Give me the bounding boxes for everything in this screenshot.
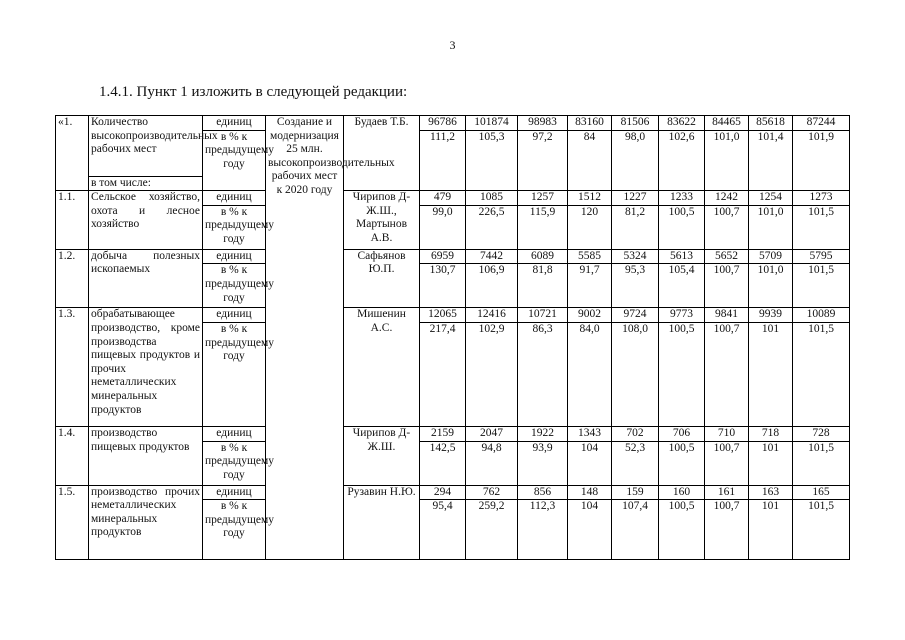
value-count: 9724 [612, 308, 659, 323]
row-number: «1. [56, 116, 89, 191]
value-percent: 101,5 [793, 205, 850, 249]
value-count: 2047 [466, 426, 518, 441]
value-percent: 102,9 [466, 322, 518, 426]
value-percent: 100,7 [705, 322, 749, 426]
value-count: 101874 [466, 116, 518, 131]
responsible-person: Чирипов Д-Ж.Ш., Мартынов А.В. [344, 191, 420, 250]
unit-percent: в % к предыдущему году [203, 264, 266, 308]
indicators-table [55, 115, 850, 560]
value-percent: 100,7 [705, 441, 749, 485]
value-count: 85618 [749, 116, 793, 131]
value-count: 83622 [659, 116, 705, 131]
value-count: 6959 [420, 249, 466, 264]
value-count: 5652 [705, 249, 749, 264]
value-count: 762 [466, 485, 518, 500]
value-count: 161 [705, 485, 749, 500]
indicator-name: добыча полезных ископаемых [89, 249, 203, 308]
value-percent: 100,5 [659, 441, 705, 485]
table-row [56, 116, 850, 131]
unit-percent: в % к предыдущему году [203, 205, 266, 249]
value-count: 1085 [466, 191, 518, 206]
value-count: 5324 [612, 249, 659, 264]
value-count: 5709 [749, 249, 793, 264]
page-number: 3 [449, 38, 456, 52]
value-percent: 101,5 [793, 441, 850, 485]
value-count: 1512 [568, 191, 612, 206]
table-row [56, 426, 850, 441]
value-count: 98983 [518, 116, 568, 131]
value-count: 479 [420, 191, 466, 206]
value-percent: 100,5 [659, 322, 705, 426]
responsible-person: Мишенин А.С. [344, 308, 420, 427]
value-count: 1343 [568, 426, 612, 441]
value-percent: 102,6 [659, 130, 705, 191]
value-count: 718 [749, 426, 793, 441]
unit-count: единиц [203, 308, 266, 323]
value-percent: 111,2 [420, 130, 466, 191]
value-count: 9773 [659, 308, 705, 323]
value-count: 160 [659, 485, 705, 500]
value-percent: 107,4 [612, 500, 659, 560]
value-percent: 100,7 [705, 500, 749, 560]
value-count: 2159 [420, 426, 466, 441]
value-count: 5795 [793, 249, 850, 264]
value-percent: 100,5 [659, 500, 705, 560]
value-count: 5613 [659, 249, 705, 264]
value-count: 87244 [793, 116, 850, 131]
value-percent: 101,5 [793, 322, 850, 426]
value-percent: 81,8 [518, 264, 568, 308]
value-percent: 101,9 [793, 130, 850, 191]
subtitle-label: в том числе: [89, 176, 203, 191]
value-percent: 99,0 [420, 205, 466, 249]
unit-count: единиц [203, 191, 266, 206]
value-percent: 226,5 [466, 205, 518, 249]
value-percent: 100,7 [705, 264, 749, 308]
unit-percent: в % к предыдущему году [203, 441, 266, 485]
indicator-name: Количество высокопроизводительных рабочих мест [89, 116, 203, 177]
value-percent: 108,0 [612, 322, 659, 426]
value-percent: 106,9 [466, 264, 518, 308]
value-percent: 101,5 [793, 500, 850, 560]
unit-count: единиц [203, 426, 266, 441]
value-count: 1273 [793, 191, 850, 206]
program-name: Создание и модернизация 25 млн. высокопроизводительных рабочих мест к 2020 году [266, 116, 344, 560]
value-count: 1242 [705, 191, 749, 206]
indicator-name: обрабатывающее производство, кроме производства пищевых продуктов и прочих неметаллических минеральных продуктов [89, 308, 203, 427]
value-percent: 115,9 [518, 205, 568, 249]
unit-percent: в % к предыдущему году [203, 130, 266, 191]
value-percent: 105,4 [659, 264, 705, 308]
value-count: 12065 [420, 308, 466, 323]
responsible-person: Будаев Т.Б. [344, 116, 420, 191]
value-count: 163 [749, 485, 793, 500]
value-count: 10721 [518, 308, 568, 323]
unit-count: единиц [203, 485, 266, 500]
value-count: 294 [420, 485, 466, 500]
value-percent: 95,4 [420, 500, 466, 560]
value-count: 1254 [749, 191, 793, 206]
unit-percent: в % к предыдущему году [203, 322, 266, 426]
value-count: 710 [705, 426, 749, 441]
value-count: 5585 [568, 249, 612, 264]
value-percent: 105,3 [466, 130, 518, 191]
value-count: 81506 [612, 116, 659, 131]
value-count: 856 [518, 485, 568, 500]
responsible-person: Чирипов Д-Ж.Ш. [344, 426, 420, 485]
table-row [56, 191, 850, 206]
value-count: 9939 [749, 308, 793, 323]
unit-percent: в % к предыдущему году [203, 500, 266, 560]
row-number: 1.1. [56, 191, 89, 250]
unit-count: единиц [203, 116, 266, 131]
value-percent: 86,3 [518, 322, 568, 426]
value-count: 96786 [420, 116, 466, 131]
value-percent: 101,0 [749, 264, 793, 308]
value-percent: 101,0 [749, 205, 793, 249]
value-count: 84465 [705, 116, 749, 131]
row-number: 1.2. [56, 249, 89, 308]
responsible-person: Сафьянов Ю.П. [344, 249, 420, 308]
value-percent: 120 [568, 205, 612, 249]
value-percent: 84 [568, 130, 612, 191]
row-number: 1.5. [56, 485, 89, 560]
value-count: 1227 [612, 191, 659, 206]
value-count: 83160 [568, 116, 612, 131]
value-percent: 95,3 [612, 264, 659, 308]
unit-count: единиц [203, 249, 266, 264]
table-row [56, 485, 850, 500]
table-row [56, 249, 850, 264]
value-percent: 98,0 [612, 130, 659, 191]
value-percent: 97,2 [518, 130, 568, 191]
value-percent: 52,3 [612, 441, 659, 485]
value-count: 1257 [518, 191, 568, 206]
value-count: 9841 [705, 308, 749, 323]
value-count: 706 [659, 426, 705, 441]
value-percent: 101 [749, 322, 793, 426]
value-percent: 84,0 [568, 322, 612, 426]
row-number: 1.3. [56, 308, 89, 427]
row-number: 1.4. [56, 426, 89, 485]
value-percent: 142,5 [420, 441, 466, 485]
value-count: 159 [612, 485, 659, 500]
value-count: 1233 [659, 191, 705, 206]
responsible-person: Рузавин Н.Ю. [344, 485, 420, 560]
value-percent: 93,9 [518, 441, 568, 485]
value-percent: 104 [568, 441, 612, 485]
value-percent: 101,5 [793, 264, 850, 308]
value-count: 165 [793, 485, 850, 500]
indicator-name: Сельское хозяйство, охота и лесное хозяйство [89, 191, 203, 250]
value-percent: 101 [749, 500, 793, 560]
value-count: 702 [612, 426, 659, 441]
value-count: 1922 [518, 426, 568, 441]
value-count: 7442 [466, 249, 518, 264]
value-percent: 217,4 [420, 322, 466, 426]
value-count: 9002 [568, 308, 612, 323]
value-percent: 259,2 [466, 500, 518, 560]
value-percent: 104 [568, 500, 612, 560]
value-count: 12416 [466, 308, 518, 323]
value-count: 10089 [793, 308, 850, 323]
value-percent: 91,7 [568, 264, 612, 308]
section-heading: 1.4.1. Пункт 1 изложить в следующей редакции: [99, 84, 408, 100]
value-percent: 112,3 [518, 500, 568, 560]
value-percent: 101 [749, 441, 793, 485]
value-percent: 100,7 [705, 205, 749, 249]
value-count: 6089 [518, 249, 568, 264]
value-percent: 81,2 [612, 205, 659, 249]
value-count: 728 [793, 426, 850, 441]
indicator-name: производство прочих неметаллических минеральных продуктов [89, 485, 203, 560]
value-percent: 101,0 [705, 130, 749, 191]
indicator-name: производство пищевых продуктов [89, 426, 203, 485]
value-percent: 94,8 [466, 441, 518, 485]
value-count: 148 [568, 485, 612, 500]
value-percent: 100,5 [659, 205, 705, 249]
table-row [56, 308, 850, 323]
value-percent: 130,7 [420, 264, 466, 308]
value-percent: 101,4 [749, 130, 793, 191]
